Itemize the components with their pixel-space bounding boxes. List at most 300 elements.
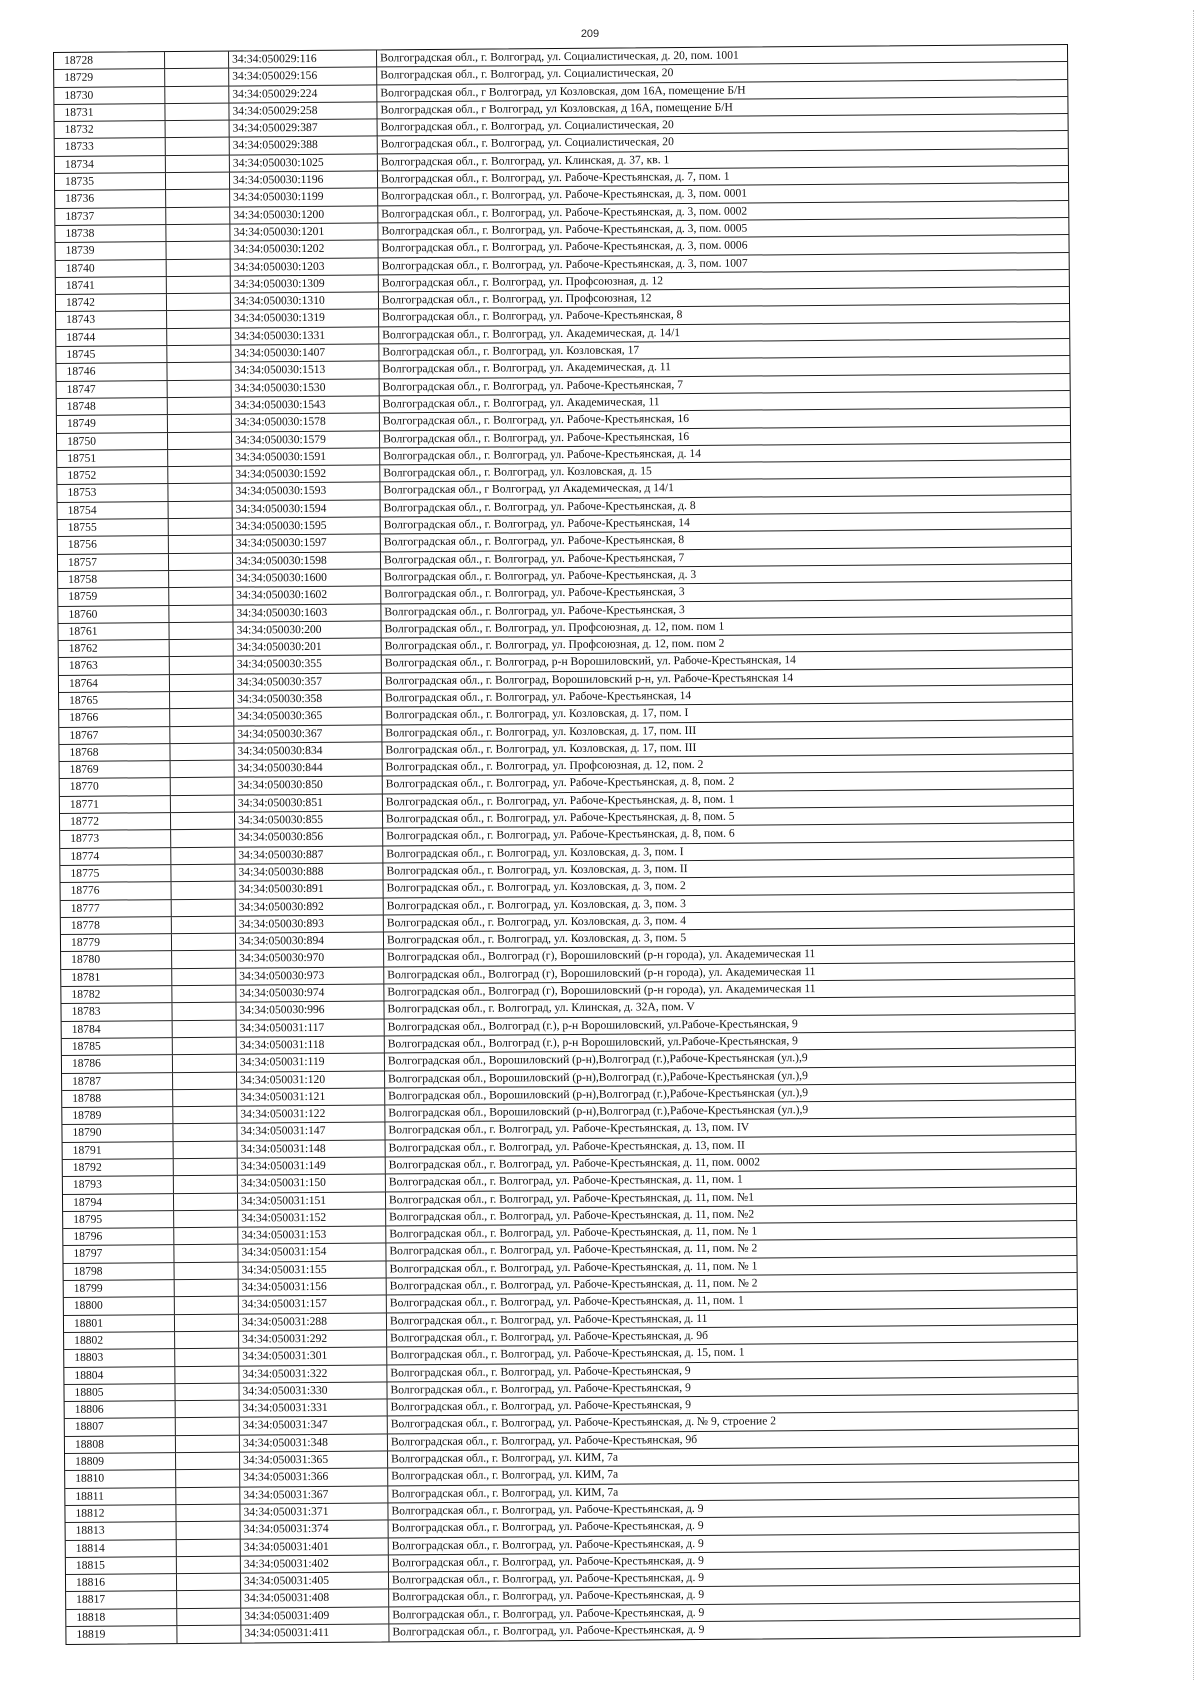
- empty-cell: [169, 622, 233, 639]
- empty-cell: [173, 1038, 237, 1055]
- row-number-cell: 18731: [54, 104, 165, 121]
- cadastral-number-cell: 34:34:050031:371: [240, 1503, 388, 1520]
- cadastral-number-cell: 34:34:050031:150: [238, 1175, 386, 1192]
- address-cell: Волгоградская обл., г. Волгоград, ул. Козловская, д. 3, пом. 4: [386, 913, 687, 930]
- cadastral-number-cell: 34:34:050031:322: [239, 1365, 387, 1382]
- empty-cell: [165, 104, 229, 121]
- empty-cell: [167, 346, 231, 363]
- cadastral-number-cell: 34:34:050031:157: [239, 1296, 387, 1313]
- empty-cell: [168, 484, 232, 501]
- address-cell: Волгоградская обл., г. Волгоград, ул. Рабоче-Крестьянская, д. 11, пом. №1: [388, 1190, 755, 1206]
- cadastral-number-cell: 34:34:050030:201: [234, 639, 382, 656]
- cadastral-number-cell: 34:34:050030:1407: [231, 344, 379, 361]
- row-number-cell: 18770: [60, 779, 171, 796]
- row-number-cell: 18759: [58, 588, 169, 605]
- row-number-cell: 18752: [57, 467, 168, 484]
- empty-cell: [166, 155, 230, 172]
- address-cell: Волгоградская обл., г. Волгоград, ул. Социалистическая, 20: [380, 118, 674, 134]
- cadastral-number-cell: 34:34:050030:365: [234, 708, 382, 725]
- address-cell: Волгоградская обл., г. Волгоград, ул. Социалистическая, 20: [380, 135, 674, 151]
- address-cell: Волгоградская обл., г. Волгоград, ул. Академическая, д. 11: [382, 360, 671, 376]
- empty-cell: [167, 276, 231, 293]
- address-cell: Волгоградская обл., г. Волгоград, ул. Профсоюзная, д. 12, пом. 2: [385, 758, 704, 774]
- address-cell: Волгоградская обл., г. Волгоград, ул. Рабоче-Крестьянская, д. 11, пом. 1: [389, 1293, 744, 1310]
- address-cell: Волгоградская обл., Волгоград (г), Ворошиловский (р-н города), ул. Академическая 11: [387, 947, 816, 964]
- cadastral-number-cell: 34:34:050031:117: [237, 1019, 385, 1036]
- empty-cell: [176, 1453, 240, 1470]
- cadastral-number-cell: 34:34:050030:1530: [232, 379, 380, 396]
- row-number-cell: 18755: [58, 519, 169, 536]
- row-number-cell: 18813: [66, 1522, 177, 1539]
- row-number-cell: 18741: [56, 277, 167, 294]
- cadastral-number-cell: 34:34:050029:224: [229, 85, 377, 102]
- row-number-cell: 18744: [56, 329, 167, 346]
- row-number-cell: 18730: [54, 87, 165, 104]
- empty-cell: [177, 1591, 241, 1608]
- cadastral-number-cell: 34:34:050030:1543: [232, 396, 380, 413]
- row-number-cell: 18819: [66, 1626, 177, 1644]
- address-cell: Волгоградская обл., г. Волгоград, ул. Рабоче-Крестьянская, 3: [384, 602, 685, 618]
- row-number-cell: 18762: [59, 640, 170, 657]
- cadastral-number-cell: 34:34:050030:844: [235, 760, 383, 777]
- empty-cell: [168, 415, 232, 432]
- row-number-cell: 18738: [55, 225, 166, 242]
- address-cell: Волгоградская обл., Волгоград (г.), р-н Ворошиловский, ул.Рабоче-Крестьянская, 9: [387, 1034, 798, 1051]
- empty-cell: [174, 1159, 238, 1176]
- cadastral-number-cell: 34:34:050030:974: [236, 984, 384, 1001]
- cadastral-number-cell: 34:34:050030:851: [235, 794, 383, 811]
- address-cell: Волгоградская обл., Волгоград (г), Ворошиловский (р-н города), ул. Академическая 11: [387, 964, 816, 982]
- cadastral-number-cell: 34:34:050029:258: [229, 102, 377, 119]
- cadastral-number-cell: 34:34:050030:1598: [233, 552, 381, 569]
- address-cell: Волгоградская обл., г. Волгоград, ул. Рабоче-Крестьянская, д. 9: [391, 1501, 704, 1518]
- row-number-cell: 18766: [59, 709, 170, 726]
- address-cell: Волгоградская обл., г. Волгоград, Ворошиловский р-н, ул. Рабоче-Крестьянская 14: [384, 670, 794, 688]
- address-cell: Волгоградская обл., г. Волгоград, ул. Рабоче-Крестьянская, д. 8, пом. 6: [386, 827, 735, 843]
- row-number-cell: 18749: [57, 415, 168, 432]
- row-number-cell: 18748: [57, 398, 168, 415]
- cadastral-number-cell: 34:34:050031:120: [237, 1071, 385, 1088]
- row-number-cell: 18753: [57, 485, 168, 502]
- row-number-cell: 18818: [66, 1609, 177, 1626]
- cadastral-number-cell: 34:34:050030:1591: [232, 448, 380, 465]
- cadastral-number-cell: 34:34:050031:149: [238, 1157, 386, 1174]
- row-number-cell: 18790: [62, 1124, 173, 1141]
- address-cell: Волгоградская обл., г. Волгоград, ул. Рабоче-Крестьянская, д. 11, пом. 1: [388, 1172, 743, 1189]
- address-cell: Волгоградская обл., г. Волгоград, ул. Рабоче-Крестьянская, д. 13, пом. IV: [388, 1120, 750, 1137]
- row-number-cell: 18777: [61, 900, 172, 917]
- row-number-cell: 18774: [60, 848, 171, 865]
- empty-cell: [176, 1505, 240, 1522]
- cadastral-number-cell: 34:34:050030:888: [235, 863, 383, 880]
- cadastral-number-cell: 34:34:050029:156: [229, 68, 377, 85]
- address-cell: Волгоградская обл., г. Волгоград, ул. Рабоче-Крестьянская, д. 8, пом. 2: [385, 775, 735, 791]
- empty-cell: [172, 916, 236, 933]
- address-cell: Волгоградская обл., г. Волгоград, ул. Рабоче-Крестьянская, 14: [385, 688, 692, 705]
- address-cell: Волгоградская обл., г. Волгоград, ул. Академическая, 11: [382, 395, 660, 411]
- row-number-cell: 18764: [59, 675, 170, 692]
- address-cell: Волгоградская обл., г. Волгоград, ул. Рабоче-Крестьянская, 9: [390, 1363, 691, 1379]
- cadastral-number-cell: 34:34:050030:996: [236, 1002, 384, 1019]
- row-number-cell: 18799: [64, 1280, 175, 1297]
- row-number-cell: 18737: [55, 208, 166, 225]
- empty-cell: [174, 1245, 238, 1262]
- empty-cell: [170, 709, 234, 726]
- address-cell: Волгоградская обл., г. Волгоград, ул. Козловская, д. 3, пом. 5: [386, 931, 687, 947]
- empty-cell: [169, 571, 233, 588]
- cadastral-number-cell: 34:34:050030:887: [235, 846, 383, 863]
- row-number-cell: 18782: [61, 986, 172, 1003]
- cadastral-number-cell: 34:34:050030:1602: [233, 587, 381, 604]
- address-cell: Волгоградская обл., Ворошиловский (р-н),Волгоград (г.),Рабоче-Крестьянская (ул.),9: [388, 1068, 808, 1085]
- address-cell: Волгоградская обл., Ворошиловский (р-н),Волгоград (г.),Рабоче-Крестьянская (ул.),9: [387, 1051, 808, 1068]
- cadastral-number-cell: 34:34:050030:1597: [233, 535, 381, 552]
- address-cell: Волгоградская обл., г. Волгоград, ул. КИМ, 7а: [391, 1467, 619, 1483]
- address-cell: Волгоградская обл., г. Волгоград, ул. Рабоче-Крестьянская, 16: [382, 412, 690, 428]
- row-number-cell: 18745: [56, 346, 167, 363]
- address-cell: Волгоградская обл., г. Волгоград, ул. Козловская, д. 3, пом. I: [386, 844, 684, 861]
- empty-cell: [173, 1072, 237, 1089]
- empty-cell: [171, 830, 235, 847]
- empty-cell: [165, 86, 229, 103]
- cadastral-number-cell: 34:34:050029:387: [230, 120, 378, 137]
- row-number-cell: 18804: [64, 1367, 175, 1384]
- address-cell: Волгоградская обл., г. Волгоград, ул. Социалистическая, д. 20, пом. 1001: [380, 48, 739, 65]
- address-cell: Волгоградская обл., г. Волгоград, ул. Рабоче-Крестьянская, 7: [383, 550, 685, 567]
- row-number-cell: 18796: [63, 1228, 174, 1245]
- address-cell: Волгоградская обл., г. Волгоград, ул. Рабоче-Крестьянская, д. 3, пом. 0005: [381, 221, 748, 238]
- row-number-cell: 18817: [66, 1591, 177, 1608]
- cadastral-number-cell: 34:34:050029:116: [229, 50, 377, 67]
- address-cell: Волгоградская обл., г. Волгоград, ул. Рабоче-Крестьянская, д. 11, пом. 0002: [388, 1155, 761, 1172]
- empty-cell: [171, 795, 235, 812]
- address-cell: Волгоградская обл., г. Волгоград, ул. Рабоче-Крестьянская, 8: [382, 308, 683, 324]
- row-number-cell: 18814: [66, 1540, 177, 1557]
- cadastral-number-cell: 34:34:050030:894: [236, 933, 384, 950]
- row-number-cell: 18812: [65, 1505, 176, 1522]
- address-cell: Волгоградская обл., г. Волгоград, ул. Профсоюзная, д. 12, пом. пом 1: [384, 619, 725, 636]
- address-cell: Волгоградская обл., г. Волгоград, ул. Рабоче-Крестьянская, д. 13, пом. II: [388, 1138, 745, 1155]
- empty-cell: [171, 761, 235, 778]
- cadastral-number-cell: 34:34:050030:358: [234, 690, 382, 707]
- row-number-cell: 18763: [59, 657, 170, 674]
- cadastral-number-cell: 34:34:050031:405: [241, 1573, 389, 1590]
- cadastral-number-cell: 34:34:050031:147: [237, 1123, 385, 1140]
- empty-cell: [167, 294, 231, 311]
- row-number-cell: 18733: [55, 139, 166, 156]
- row-number-cell: 18732: [55, 121, 166, 138]
- empty-cell: [168, 467, 232, 484]
- address-cell: Волгоградская обл., г. Волгоград, ул. Рабоче-Крестьянская, 9б: [390, 1432, 698, 1449]
- row-number-cell: 18734: [55, 156, 166, 173]
- address-cell: Волгоградская обл., г. Волгоград, ул. Рабоче-Крестьянская, д. 11, пом. № 2: [389, 1276, 758, 1293]
- empty-cell: [172, 899, 236, 916]
- cadastral-number-cell: 34:34:050030:1513: [231, 362, 379, 379]
- address-cell: Волгоградская обл., г. Волгоград, ул. Клинская, д. 37, кв. 1: [380, 152, 670, 169]
- row-number-cell: 18754: [58, 502, 169, 519]
- cadastral-number-cell: 34:34:050031:367: [240, 1486, 388, 1503]
- cadastral-number-cell: 34:34:050030:891: [236, 881, 384, 898]
- address-cell: Волгоградская обл., г Волгоград, ул Козловская, дом 16А, помещение Б/Н: [380, 83, 746, 100]
- row-number-cell: 18786: [62, 1055, 173, 1072]
- address-cell: Волгоградская обл., г. Волгоград, ул. Клинская, д. 32А, пом. V: [387, 1000, 695, 1016]
- empty-cell: [166, 242, 230, 259]
- row-number-cell: 18806: [65, 1401, 176, 1418]
- row-number-cell: 18788: [62, 1090, 173, 1107]
- empty-cell: [175, 1314, 239, 1331]
- empty-cell: [174, 1228, 238, 1245]
- row-number-cell: 18739: [56, 242, 167, 259]
- empty-cell: [166, 121, 230, 138]
- row-number-cell: 18811: [65, 1488, 176, 1505]
- empty-cell: [172, 968, 236, 985]
- cadastral-number-cell: 34:34:050030:1309: [231, 275, 379, 292]
- address-cell: Волгоградская обл., г. Волгоград, ул. Рабоче-Крестьянская, д. 9: [391, 1519, 704, 1535]
- empty-cell: [172, 986, 236, 1003]
- row-number-cell: 18765: [59, 692, 170, 709]
- empty-cell: [177, 1539, 241, 1556]
- address-cell: Волгоградская обл., г. Волгоград, ул. Рабоче-Крестьянская, д. 11: [389, 1311, 708, 1328]
- empty-cell: [173, 1089, 237, 1106]
- cadastral-number-cell: 34:34:050030:1331: [231, 327, 379, 344]
- cadastral-number-cell: 34:34:050030:834: [234, 742, 382, 759]
- cadastral-number-cell: 34:34:050031:402: [241, 1555, 389, 1572]
- address-cell: Волгоградская обл., г. Волгоград, ул. Рабоче-Крестьянская, д. 11, пом. №2: [389, 1207, 755, 1224]
- address-cell: Волгоградская обл., г. Волгоград, ул. Козловская, 17: [382, 343, 640, 359]
- cadastral-number-cell: 34:34:050030:1600: [233, 569, 381, 586]
- address-cell: Волгоградская обл., г. Волгоград, ул. Социалистическая, 20: [380, 66, 674, 82]
- cadastral-number-cell: 34:34:050031:365: [240, 1451, 388, 1468]
- cadastral-number-cell: 34:34:050031:409: [241, 1607, 389, 1624]
- empty-cell: [171, 865, 235, 882]
- empty-cell: [166, 173, 230, 190]
- row-number-cell: 18740: [56, 260, 167, 277]
- address-cell: Волгоградская обл., г. Волгоград, ул. Рабоче-Крестьянская, д. 3: [384, 567, 697, 584]
- row-number-cell: 18794: [63, 1194, 174, 1211]
- empty-cell: [171, 778, 235, 795]
- row-number-cell: 18757: [58, 554, 169, 571]
- empty-cell: [173, 1055, 237, 1072]
- address-cell: Волгоградская обл., г Волгоград, ул Академическая, д 14/1: [383, 481, 674, 497]
- row-number-cell: 18750: [57, 433, 168, 450]
- cadastral-number-cell: 34:34:050031:154: [238, 1244, 386, 1261]
- address-cell: Волгоградская обл., г. Волгоград, ул. Козловская, д. 3, пом. 2: [386, 879, 686, 895]
- row-number-cell: 18809: [65, 1453, 176, 1470]
- address-cell: Волгоградская обл., г. Волгоград, ул. Рабоче-Крестьянская, 8: [383, 533, 685, 549]
- address-cell: Волгоградская обл., г. Волгоград, ул. Козловская, д. 3, пом. II: [386, 861, 688, 878]
- cadastral-number-cell: 34:34:050030:200: [233, 621, 381, 638]
- empty-cell: [177, 1608, 241, 1625]
- cadastral-number-cell: 34:34:050031:408: [241, 1590, 389, 1607]
- row-number-cell: 18801: [64, 1315, 175, 1332]
- empty-cell: [177, 1574, 241, 1591]
- empty-cell: [174, 1210, 238, 1227]
- empty-cell: [174, 1176, 238, 1193]
- cadastral-number-cell: 34:34:050031:366: [240, 1469, 388, 1486]
- row-number-cell: 18735: [55, 173, 166, 190]
- address-cell: Волгоградская обл., г. Волгоград, ул. Козловская, д. 17, пом. III: [385, 723, 697, 739]
- address-cell: Волгоградская обл., г. Волгоград, ул. Академическая, д. 14/1: [382, 325, 681, 342]
- cadastral-number-cell: 34:34:050030:1594: [233, 500, 381, 517]
- empty-cell: [167, 328, 231, 345]
- row-number-cell: 18768: [59, 744, 170, 761]
- empty-cell: [176, 1418, 240, 1435]
- cadastral-number-cell: 34:34:050031:121: [237, 1088, 385, 1105]
- empty-cell: [176, 1470, 240, 1487]
- empty-cell: [175, 1383, 239, 1400]
- address-cell: Волгоградская обл., г. Волгоград, ул. Рабоче-Крестьянская, д. 9: [391, 1553, 704, 1570]
- row-number-cell: 18815: [66, 1557, 177, 1574]
- address-cell: Волгоградская обл., г. Волгоград, ул. Рабоче-Крестьянская, д. 3, пом. 0006: [381, 238, 748, 255]
- row-number-cell: 18736: [55, 190, 166, 207]
- address-cell: Волгоградская обл., г. Волгоград, ул. Рабоче-Крестьянская, д. 3, пом. 0002: [381, 204, 748, 221]
- empty-cell: [166, 138, 230, 155]
- cadastral-number-cell: 34:34:050031:374: [241, 1521, 389, 1538]
- row-number-cell: 18783: [61, 1003, 172, 1020]
- empty-cell: [173, 1107, 237, 1124]
- empty-cell: [169, 501, 233, 518]
- address-cell: Волгоградская обл., г. Волгоград, ул. Рабоче-Крестьянская, д. 11, пом. № 2: [389, 1241, 758, 1258]
- empty-cell: [176, 1401, 240, 1418]
- row-number-cell: 18729: [54, 69, 165, 86]
- empty-cell: [170, 743, 234, 760]
- cadastral-number-cell: 34:34:050030:1203: [231, 258, 379, 275]
- cadastral-number-cell: 34:34:050030:355: [234, 656, 382, 673]
- empty-cell: [166, 225, 230, 242]
- empty-cell: [171, 813, 235, 830]
- row-number-cell: 18803: [64, 1349, 175, 1366]
- empty-cell: [173, 1020, 237, 1037]
- empty-cell: [176, 1487, 240, 1504]
- address-cell: Волгоградская обл., г. Волгоград, ул. Рабоче-Крестьянская, д. 11, пом. № 1: [389, 1224, 758, 1241]
- address-cell: Волгоградская обл., г. Волгоград, ул. Рабоче-Крестьянская, д. 9: [391, 1536, 704, 1552]
- cadastral-number-cell: 34:34:050031:331: [240, 1400, 388, 1417]
- cadastral-number-cell: 34:34:050031:152: [238, 1209, 386, 1226]
- cadastral-number-cell: 34:34:050030:1319: [231, 310, 379, 327]
- empty-cell: [167, 363, 231, 380]
- empty-cell: [177, 1626, 241, 1644]
- row-number-cell: 18743: [56, 312, 167, 329]
- cadastral-number-cell: 34:34:050030:1310: [231, 293, 379, 310]
- cadastral-number-cell: 34:34:050030:367: [234, 725, 382, 742]
- address-cell: Волгоградская обл., г. Волгоград, ул. Рабоче-Крестьянская, д. 3, пом. 0001: [381, 186, 748, 203]
- cadastral-number-cell: 34:34:050030:855: [235, 811, 383, 828]
- cadastral-number-cell: 34:34:050030:973: [236, 967, 384, 984]
- row-number-cell: 18789: [62, 1107, 173, 1124]
- cadastral-number-cell: 34:34:050030:1579: [232, 431, 380, 448]
- address-cell: Волгоградская обл., г. Волгоград, ул. Козловская, д. 17, пом. III: [385, 740, 697, 757]
- empty-cell: [169, 605, 233, 622]
- address-cell: Волгоградская обл., г. Волгоград, ул. Рабоче-Крестьянская, д. 15, пом. 1: [390, 1345, 745, 1362]
- row-number-cell: 18792: [63, 1159, 174, 1176]
- address-cell: Волгоградская обл., г. Волгоград, ул. Рабоче-Крестьянская, 9: [390, 1380, 691, 1397]
- scan-edge-marks: [1191, 10, 1194, 1680]
- row-number-cell: 18785: [62, 1038, 173, 1055]
- row-number-cell: 18781: [61, 969, 172, 986]
- row-number-cell: 18778: [61, 917, 172, 934]
- row-number-cell: 18746: [56, 363, 167, 380]
- empty-cell: [166, 207, 230, 224]
- row-number-cell: 18728: [54, 52, 165, 69]
- cadastral-number-cell: 34:34:050030:850: [235, 777, 383, 794]
- address-cell: Волгоградская обл., г. Волгоград, ул. Козловская, д. 15: [383, 464, 652, 480]
- empty-cell: [172, 882, 236, 899]
- empty-cell: [172, 1003, 236, 1020]
- address-cell: Волгоградская обл., Волгоград (г.), р-н Ворошиловский, ул.Рабоче-Крестьянская, 9: [387, 1016, 798, 1034]
- cadastral-number-cell: 34:34:050030:892: [236, 898, 384, 915]
- cadastral-number-cell: 34:34:050031:148: [238, 1140, 386, 1157]
- row-number-cell: 18793: [63, 1176, 174, 1193]
- address-cell: Волгоградская обл., г. Волгоград, ул. Профсоюзная, д. 12: [381, 274, 664, 290]
- address-cell: Волгоградская обл., г. Волгоград, ул. Рабоче-Крестьянская, 3: [384, 585, 685, 601]
- empty-cell: [174, 1193, 238, 1210]
- registry-table: [53, 44, 1080, 1645]
- row-number-cell: 18779: [61, 934, 172, 951]
- cadastral-number-cell: 34:34:050031:292: [239, 1330, 387, 1347]
- empty-cell: [170, 674, 234, 691]
- cadastral-number-cell: 34:34:050031:119: [237, 1054, 385, 1071]
- cadastral-number-cell: 34:34:050030:1578: [232, 414, 380, 431]
- address-cell: Волгоградская обл., г. Волгоград, ул. Рабоче-Крестьянская, 14: [383, 516, 690, 532]
- cadastral-number-cell: 34:34:050031:122: [237, 1106, 385, 1123]
- row-number-cell: 18767: [59, 727, 170, 744]
- cadastral-number-cell: 34:34:050030:1202: [230, 241, 378, 258]
- row-number-cell: 18776: [61, 882, 172, 899]
- empty-cell: [165, 69, 229, 86]
- cadastral-number-cell: 34:34:050031:153: [238, 1227, 386, 1244]
- address-cell: Волгоградская обл., г. Волгоград, ул. КИМ, 7а: [391, 1450, 619, 1466]
- cadastral-number-cell: 34:34:050030:970: [236, 950, 384, 967]
- empty-cell: [169, 588, 233, 605]
- row-number-cell: 18807: [65, 1419, 176, 1436]
- address-cell: Волгоградская обл., г. Волгоград, ул. Рабоче-Крестьянская, д. № 9, строение 2: [390, 1414, 777, 1431]
- row-number-cell: 18800: [64, 1297, 175, 1314]
- cadastral-number-cell: 34:34:050030:1196: [230, 172, 378, 189]
- row-number-cell: 18758: [58, 571, 169, 588]
- empty-cell: [168, 432, 232, 449]
- cadastral-number-cell: 34:34:050029:388: [230, 137, 378, 154]
- row-number-cell: 18810: [65, 1470, 176, 1487]
- address-cell: Волгоградская обл., г. Волгоград, р-н Ворошиловский, ул. Рабоче-Крестьянская, 14: [384, 653, 796, 670]
- row-number-cell: 18798: [64, 1263, 175, 1280]
- row-number-cell: 18761: [58, 623, 169, 640]
- cadastral-number-cell: 34:34:050031:288: [239, 1313, 387, 1330]
- cadastral-number-cell: 34:34:050030:1200: [230, 206, 378, 223]
- address-cell: Волгоградская обл., г. Волгоград, ул. Рабоче-Крестьянская, д. 9б: [390, 1328, 709, 1345]
- row-number-cell: 18795: [63, 1211, 174, 1228]
- empty-cell: [177, 1556, 241, 1573]
- row-number-cell: 18802: [64, 1332, 175, 1349]
- row-number-cell: 18816: [66, 1574, 177, 1591]
- empty-cell: [177, 1522, 241, 1539]
- row-number-cell: 18769: [60, 761, 171, 778]
- row-number-cell: 18760: [58, 606, 169, 623]
- empty-cell: [167, 259, 231, 276]
- address-cell: Волгоградская обл., г. Волгоград, ул. Рабоче-Крестьянская, д. 9: [392, 1588, 705, 1604]
- cadastral-number-cell: 34:34:050030:1201: [230, 223, 378, 240]
- address-cell: Волгоградская обл., г. Волгоград, ул. КИМ, 7а: [391, 1485, 619, 1501]
- row-number-cell: 18784: [62, 1021, 173, 1038]
- empty-cell: [168, 449, 232, 466]
- cadastral-number-cell: 34:34:050031:156: [239, 1278, 387, 1295]
- empty-cell: [175, 1280, 239, 1297]
- cadastral-number-cell: 34:34:050031:118: [237, 1036, 385, 1053]
- address-cell: Волгоградская обл., г. Волгоград, ул. Рабоче-Крестьянская, 7: [382, 377, 684, 394]
- address-cell: Волгоградская обл., г. Волгоград, ул. Рабоче-Крестьянская, д. 9: [391, 1571, 705, 1587]
- address-cell: Волгоградская обл., Ворошиловский (р-н),Волгоград (г.),Рабоче-Крестьянская (ул.),9: [388, 1103, 809, 1120]
- cadastral-number-cell: 34:34:050030:1593: [232, 483, 380, 500]
- address-cell: Волгоградская обл., г. Волгоград, ул. Профсоюзная, д. 12, пом. пом 2: [384, 636, 725, 653]
